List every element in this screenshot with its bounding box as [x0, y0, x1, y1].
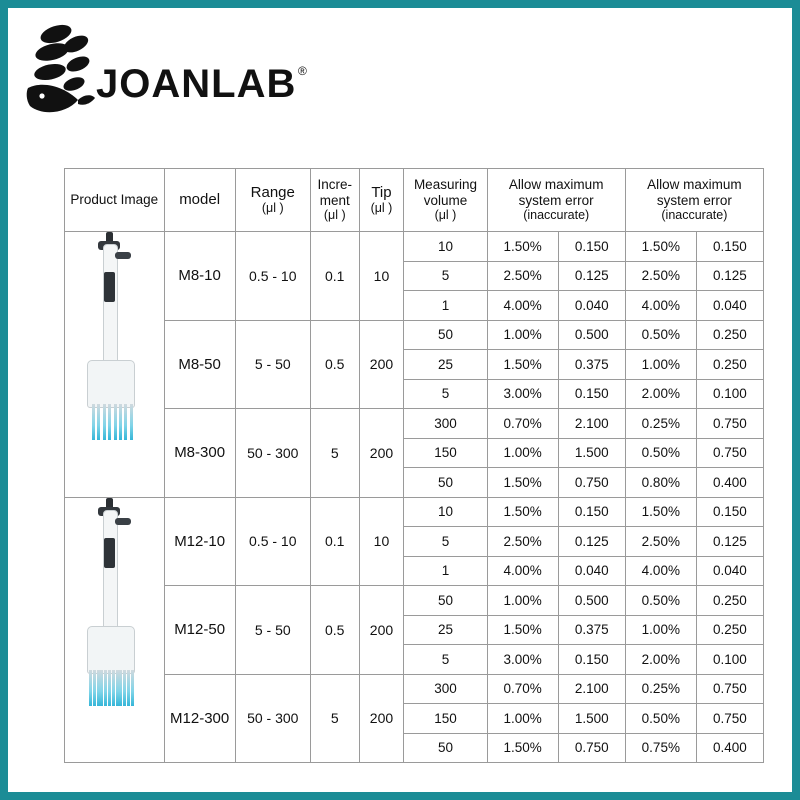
header-range	[235, 169, 310, 232]
registered-mark: ®	[298, 64, 307, 78]
cell-error2-value: 0.750	[696, 674, 763, 704]
cell-error2-value: 0.750	[696, 704, 763, 734]
table-header	[65, 169, 764, 232]
cell-error1-percent: 1.50%	[487, 232, 558, 262]
table-body	[65, 232, 764, 763]
cell-error1-value: 0.375	[558, 615, 625, 645]
cell-measuring-volume: 10	[404, 497, 487, 527]
header-increment-label: Incre-ment	[317, 177, 352, 208]
cell-error2-value: 0.250	[696, 320, 763, 350]
cell-increment: 0.1	[310, 232, 359, 321]
header-range-label: Range	[250, 184, 295, 202]
cell-error1-percent: 1.50%	[487, 350, 558, 380]
cell-error2-value: 0.100	[696, 645, 763, 675]
cell-measuring-volume: 50	[404, 733, 487, 763]
cell-range: 50 - 300	[235, 409, 310, 498]
cell-measuring-volume: 150	[404, 704, 487, 734]
cell-error1-value: 0.150	[558, 379, 625, 409]
cell-error1-percent: 0.70%	[487, 409, 558, 439]
header-model-label: model	[179, 191, 221, 209]
cell-error1-value: 0.750	[558, 468, 625, 498]
cell-error1-percent: 1.00%	[487, 438, 558, 468]
cell-error1-value: 0.150	[558, 232, 625, 262]
table-row	[65, 586, 764, 616]
cell-error2-percent: 2.50%	[625, 527, 696, 557]
cell-error1-value: 0.750	[558, 733, 625, 763]
cell-increment: 5	[310, 674, 359, 763]
cell-error2-percent: 0.80%	[625, 468, 696, 498]
cell-tip: 200	[359, 320, 404, 409]
header-model	[164, 169, 235, 232]
12-channel-pipette-image	[65, 497, 165, 763]
cell-error1-value: 0.375	[558, 350, 625, 380]
cell-error2-percent: 2.50%	[625, 261, 696, 291]
cell-error2-value: 0.100	[696, 379, 763, 409]
pipette-body	[103, 244, 118, 366]
brand-logo	[26, 22, 326, 122]
fish-logo-icon	[26, 22, 96, 120]
cell-error2-percent: 1.50%	[625, 497, 696, 527]
cell-increment: 0.5	[310, 320, 359, 409]
header-measuring-volume-unit: (μl )	[434, 208, 457, 223]
cell-range: 0.5 - 10	[235, 232, 310, 321]
table-row	[65, 409, 764, 439]
cell-range: 50 - 300	[235, 674, 310, 763]
pipette-arm	[115, 518, 131, 525]
cell-error2-percent: 1.00%	[625, 350, 696, 380]
table-header-row	[65, 169, 764, 232]
header-range-unit: (μl )	[261, 201, 284, 216]
cell-error1-percent: 2.50%	[487, 261, 558, 291]
header-allow-max-error-1-sub: (inaccurate)	[523, 208, 590, 223]
cell-error2-percent: 0.50%	[625, 320, 696, 350]
cell-tip: 200	[359, 409, 404, 498]
cell-error1-value: 0.040	[558, 291, 625, 321]
header-tip	[359, 169, 404, 232]
cell-measuring-volume: 50	[404, 468, 487, 498]
header-tip-unit: (μl )	[370, 201, 393, 216]
pipette-tips	[87, 404, 135, 444]
pipette-multichannel-head	[87, 360, 135, 408]
cell-error1-percent: 1.00%	[487, 586, 558, 616]
header-product-image-label: Product Image	[70, 192, 159, 208]
cell-measuring-volume: 5	[404, 645, 487, 675]
cell-tip: 10	[359, 497, 404, 586]
cell-error2-percent: 2.00%	[625, 379, 696, 409]
cell-error1-value: 0.500	[558, 586, 625, 616]
cell-measuring-volume: 1	[404, 556, 487, 586]
cell-error2-percent: 1.50%	[625, 232, 696, 262]
cell-model: M8-10	[164, 232, 235, 321]
header-increment	[310, 169, 359, 232]
cell-measuring-volume: 25	[404, 615, 487, 645]
cell-error2-value: 0.750	[696, 409, 763, 439]
cell-error2-value: 0.040	[696, 291, 763, 321]
header-increment-unit: (μl )	[323, 208, 346, 223]
header-tip-label: Tip	[371, 184, 392, 202]
header-allow-max-error-1-label: Allow maximum system error	[508, 177, 604, 208]
cell-model: M8-300	[164, 409, 235, 498]
cell-error2-percent: 0.50%	[625, 586, 696, 616]
pipette-tips	[87, 670, 135, 710]
pipette-body	[103, 510, 118, 632]
cell-model: M12-10	[164, 497, 235, 586]
header-measuring-volume-label: Measuring volume	[413, 177, 477, 208]
cell-error1-value: 1.500	[558, 438, 625, 468]
cell-tip: 200	[359, 674, 404, 763]
cell-measuring-volume: 5	[404, 527, 487, 557]
cell-error2-percent: 4.00%	[625, 556, 696, 586]
cell-error2-percent: 0.75%	[625, 733, 696, 763]
cell-error2-value: 0.150	[696, 232, 763, 262]
header-allow-max-error-2-label: Allow maximum system error	[647, 177, 742, 208]
cell-error1-percent: 4.00%	[487, 556, 558, 586]
8-channel-pipette-image	[65, 232, 165, 498]
cell-increment: 5	[310, 409, 359, 498]
header-allow-max-error-1	[487, 169, 625, 232]
cell-error1-percent: 4.00%	[487, 291, 558, 321]
cell-measuring-volume: 50	[404, 320, 487, 350]
cell-measuring-volume: 5	[404, 379, 487, 409]
cell-measuring-volume: 300	[404, 409, 487, 439]
cell-increment: 0.1	[310, 497, 359, 586]
cell-error2-value: 0.250	[696, 586, 763, 616]
cell-error1-value: 0.150	[558, 645, 625, 675]
cell-error1-percent: 1.00%	[487, 704, 558, 734]
cell-error1-value: 0.125	[558, 527, 625, 557]
cell-error1-value: 0.150	[558, 497, 625, 527]
table-row	[65, 232, 764, 262]
cell-error1-value: 2.100	[558, 674, 625, 704]
cell-range: 5 - 50	[235, 320, 310, 409]
brand-name: JOANLAB	[96, 62, 297, 106]
cell-error1-value: 0.125	[558, 261, 625, 291]
header-allow-max-error-2	[625, 169, 763, 232]
specification-table	[64, 168, 764, 763]
cell-error2-value: 0.125	[696, 261, 763, 291]
cell-error2-value: 0.250	[696, 615, 763, 645]
header-product-image	[65, 169, 165, 232]
cell-error1-percent: 3.00%	[487, 379, 558, 409]
cell-error1-percent: 1.00%	[487, 320, 558, 350]
cell-error2-value: 0.400	[696, 468, 763, 498]
cell-error2-percent: 0.50%	[625, 704, 696, 734]
pipette-illustration	[65, 498, 161, 763]
cell-error2-value: 0.250	[696, 350, 763, 380]
cell-model: M12-50	[164, 586, 235, 675]
cell-error1-value: 0.040	[558, 556, 625, 586]
cell-measuring-volume: 25	[404, 350, 487, 380]
cell-error2-percent: 4.00%	[625, 291, 696, 321]
cell-error1-percent: 3.00%	[487, 645, 558, 675]
product-spec-sheet	[8, 8, 792, 792]
cell-error1-percent: 1.50%	[487, 733, 558, 763]
cell-measuring-volume: 5	[404, 261, 487, 291]
table-row	[65, 320, 764, 350]
cell-error2-value: 0.125	[696, 527, 763, 557]
specification-table-wrapper	[64, 168, 764, 763]
cell-error2-value: 0.150	[696, 497, 763, 527]
table-row	[65, 674, 764, 704]
pipette-multichannel-head	[87, 626, 135, 674]
cell-measuring-volume: 1	[404, 291, 487, 321]
cell-range: 0.5 - 10	[235, 497, 310, 586]
header-measuring-volume	[404, 169, 487, 232]
cell-model: M12-300	[164, 674, 235, 763]
cell-error1-percent: 1.50%	[487, 468, 558, 498]
table-row	[65, 497, 764, 527]
cell-error2-percent: 0.50%	[625, 438, 696, 468]
cell-range: 5 - 50	[235, 586, 310, 675]
cell-measuring-volume: 150	[404, 438, 487, 468]
cell-error1-percent: 1.50%	[487, 615, 558, 645]
pipette-illustration	[65, 232, 161, 497]
cell-error2-value: 0.040	[696, 556, 763, 586]
cell-error2-percent: 0.25%	[625, 674, 696, 704]
cell-measuring-volume: 10	[404, 232, 487, 262]
cell-error2-percent: 0.25%	[625, 409, 696, 439]
cell-model: M8-50	[164, 320, 235, 409]
pipette-arm	[115, 252, 131, 259]
cell-measuring-volume: 50	[404, 586, 487, 616]
cell-error1-value: 2.100	[558, 409, 625, 439]
pipette-display-window	[104, 272, 115, 302]
cell-increment: 0.5	[310, 586, 359, 675]
cell-error2-value: 0.750	[696, 438, 763, 468]
cell-measuring-volume: 300	[404, 674, 487, 704]
cell-error2-value: 0.400	[696, 733, 763, 763]
cell-tip: 200	[359, 586, 404, 675]
cell-error1-value: 1.500	[558, 704, 625, 734]
cell-error1-value: 0.500	[558, 320, 625, 350]
cell-error1-percent: 1.50%	[487, 497, 558, 527]
cell-error1-percent: 2.50%	[487, 527, 558, 557]
pipette-display-window	[104, 538, 115, 568]
cell-error2-percent: 2.00%	[625, 645, 696, 675]
cell-tip: 10	[359, 232, 404, 321]
cell-error1-percent: 0.70%	[487, 674, 558, 704]
cell-error2-percent: 1.00%	[625, 615, 696, 645]
header-allow-max-error-2-sub: (inaccurate)	[661, 208, 728, 223]
